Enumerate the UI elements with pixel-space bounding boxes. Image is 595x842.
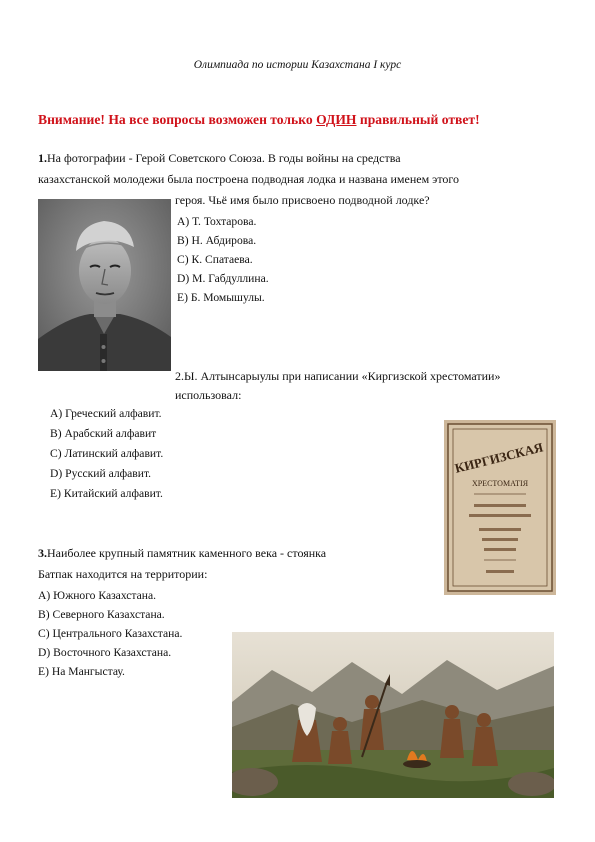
q3-option-c: С) Центрального Казахстана. [38,627,183,640]
q1-option-a: А) Т. Тохтарова. [177,215,257,228]
warning-after: правильный ответ! [356,112,480,127]
q3-option-e: Е) На Мангыстау. [38,665,125,678]
warning-text [38,112,480,128]
warning-emphasis: ОДИН [316,112,357,127]
q1-line3: героя. Чьё имя было присвоено подводной лодке? [175,193,430,207]
q2-option-d: D) Русский алфавит. [50,467,152,480]
q3-option-d: D) Восточного Казахстана. [38,646,172,659]
q1-option-e: Е) Б. Момышулы. [177,291,265,304]
page-header: Олимпиада по истории Казахстана I курс [193,59,402,71]
q1-number: 1. [38,151,47,165]
q1-option-b: В) Н. Абдирова. [177,234,257,247]
stone-age-painting [232,632,554,798]
q1-option-d: D) М. Габдуллина. [177,272,269,285]
book-title: КИРГИЗСКАЯ [453,439,545,476]
q3-number: 3. [38,546,47,560]
book-cover-image [444,420,556,595]
q2-option-e: Е) Китайский алфавит. [50,487,163,500]
q2-option-b: В) Арабский алфавит [50,427,157,440]
q2-line2: использовал: [175,388,242,402]
q3-option-b: В) Северного Казахстана. [38,608,165,621]
q3-line1: 3.Наиболее крупный памятник каменного века - стоянка [38,546,327,560]
q2-option-c: С) Латинский алфавит. [50,447,164,460]
q1-line1: 1.На фотографии - Герой Советского Союза. В годы войны на средства [38,151,401,165]
q2-line1: 2.Ы. Алтынсарыулы при написании «Киргизской хрестоматии» [175,369,501,383]
q1-line2: казахстанской молодежи была построена подводная лодка и названа именем этого [38,172,460,186]
q2-option-a: А) Греческий алфавит. [50,407,162,420]
book-subtitle: ХРЕСТОМАТІЯ [471,479,529,488]
q3-line2: Батпак находится на территории: [38,567,208,581]
warning-before: Внимание! На все вопросы возможен только [38,112,317,127]
q1-option-c: С) К. Спатаева. [177,253,253,266]
q3-option-a: А) Южного Казахстана. [38,589,157,602]
soldier-photo [38,199,171,371]
